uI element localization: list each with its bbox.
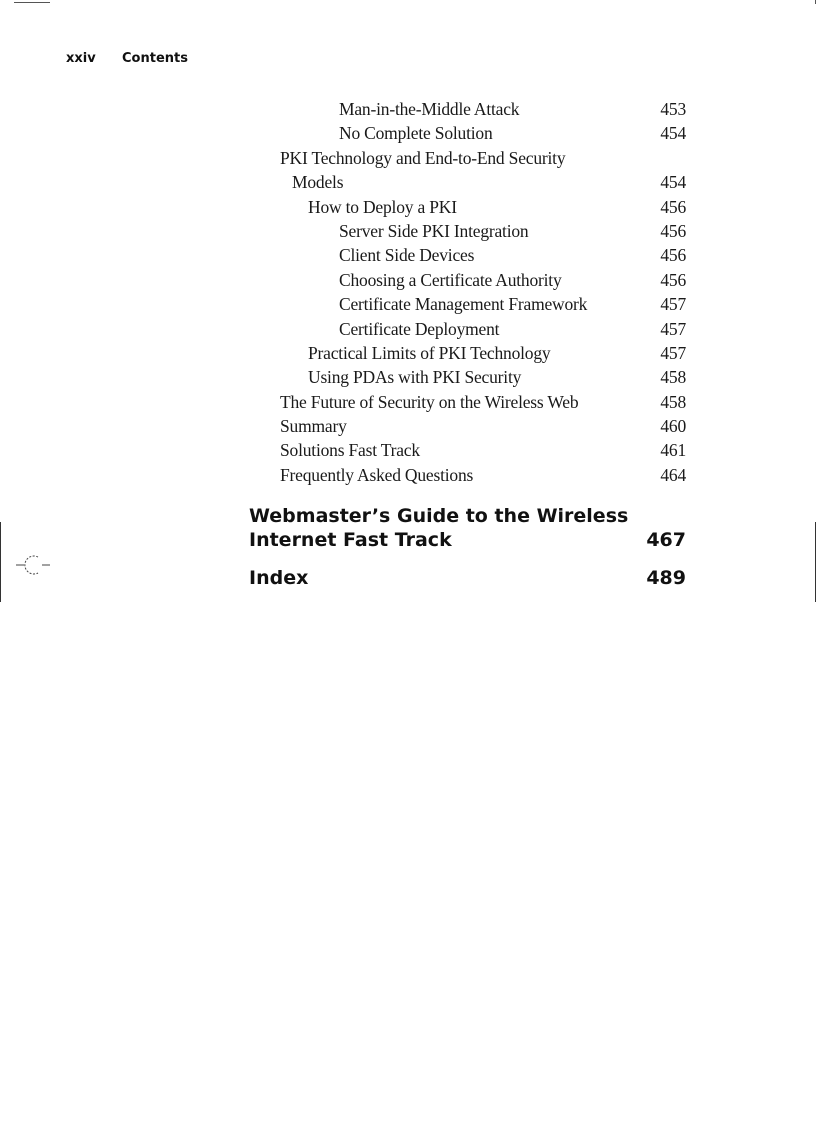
- header-page-number: xxiv: [66, 51, 96, 66]
- toc-entry[interactable]: [0, 270, 816, 294]
- page-edge-left: [0, 522, 1, 602]
- index-page: 489: [646, 567, 686, 589]
- toc-entry-title: Summary: [280, 416, 347, 437]
- toc-entry[interactable]: [0, 392, 816, 416]
- toc-entry-page: 456: [660, 220, 686, 241]
- toc-entry-title: Certificate Management Framework: [339, 294, 588, 315]
- toc-entry-title: Practical Limits of PKI Technology: [308, 342, 551, 363]
- chapter-page: 467: [646, 529, 686, 551]
- toc-list: [0, 99, 816, 489]
- toc-entry[interactable]: [0, 245, 816, 269]
- toc-entry[interactable]: [0, 343, 816, 367]
- toc-index-entry[interactable]: [249, 566, 686, 590]
- toc-entry[interactable]: [0, 221, 816, 245]
- toc-entry-page: 453: [660, 99, 686, 119]
- toc-entry-page: 454: [660, 172, 686, 193]
- toc-entry-title: PKI Technology and End-to-End Security: [280, 147, 566, 168]
- toc-entry-title: Certificate Deployment: [339, 318, 500, 339]
- toc-entry-title: Man-in-the-Middle Attack: [339, 99, 520, 119]
- toc-entry-page: 456: [660, 245, 686, 266]
- toc-entry-title: Solutions Fast Track: [280, 440, 420, 461]
- toc-entry-page: 461: [660, 440, 686, 461]
- toc-entry-page: 460: [660, 416, 686, 437]
- toc-entry[interactable]: [0, 172, 816, 196]
- crop-mark-top-left: [14, 2, 50, 3]
- toc-entry-title: Client Side Devices: [339, 245, 475, 266]
- toc-entry-page: 458: [660, 391, 686, 412]
- toc-entry-page: 457: [660, 342, 686, 363]
- toc-entry-page: 457: [660, 294, 686, 315]
- toc-entry[interactable]: [0, 440, 816, 464]
- toc-entry-title: Frequently Asked Questions: [280, 464, 474, 485]
- toc-entry[interactable]: [0, 416, 816, 440]
- toc-entry-title: Using PDAs with PKI Security: [308, 367, 522, 388]
- toc-entry-title: Models: [292, 172, 344, 193]
- toc-entry-title: No Complete Solution: [339, 123, 493, 144]
- running-header: [66, 51, 188, 66]
- header-section-title: Contents: [122, 51, 188, 66]
- registration-mark-icon: [14, 553, 54, 577]
- toc-entry[interactable]: [0, 319, 816, 343]
- toc-entry-page: 464: [660, 464, 686, 485]
- toc-entry-title: The Future of Security on the Wireless Web: [280, 391, 579, 412]
- toc-entry[interactable]: [0, 123, 816, 147]
- toc-entry[interactable]: [0, 148, 816, 172]
- toc-entry[interactable]: [0, 465, 816, 489]
- toc-entry[interactable]: [0, 367, 816, 391]
- toc-entry-page: 456: [660, 269, 686, 290]
- toc-entry[interactable]: [0, 197, 816, 221]
- chapter-title-line-1: Webmaster’s Guide to the Wireless: [249, 505, 629, 527]
- toc-entry-page: 457: [660, 318, 686, 339]
- toc-entry-title: How to Deploy a PKI: [308, 196, 457, 217]
- toc-chapter-entry[interactable]: [249, 504, 686, 552]
- index-title: Index: [249, 567, 309, 589]
- toc-entry[interactable]: [0, 294, 816, 318]
- toc-entry-page: 458: [660, 367, 686, 388]
- chapter-title-line-2: Internet Fast Track: [249, 529, 452, 551]
- toc-entry-title: Server Side PKI Integration: [339, 220, 529, 241]
- toc-entry[interactable]: [0, 99, 816, 123]
- toc-entry-page: 454: [660, 123, 686, 144]
- toc-entry-page: 456: [660, 196, 686, 217]
- toc-entry-title: Choosing a Certificate Authority: [339, 269, 562, 290]
